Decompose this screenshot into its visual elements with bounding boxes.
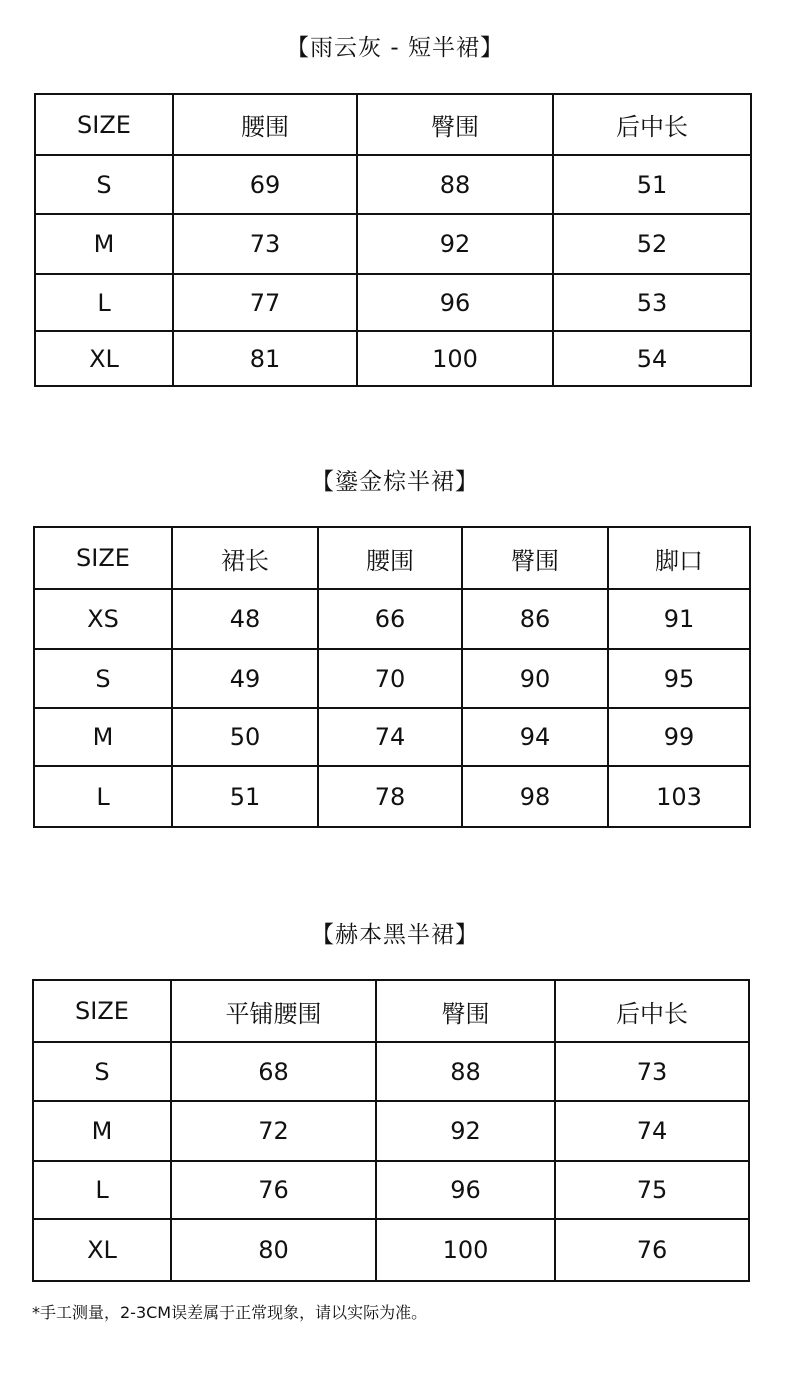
table-row xyxy=(34,708,750,766)
header-cell-size: SIZE xyxy=(33,980,171,1042)
table-header-row xyxy=(34,527,750,589)
header-cell-size: SIZE xyxy=(34,527,172,589)
cell-size: S xyxy=(35,155,173,214)
header-cell-waist: 腰围 xyxy=(318,527,462,589)
cell-value: 94 xyxy=(462,708,608,766)
cell-size: L xyxy=(35,274,173,331)
cell-size: S xyxy=(34,649,172,708)
cell-size: L xyxy=(33,1161,171,1219)
cell-size: M xyxy=(33,1101,171,1161)
table-header-row xyxy=(33,980,749,1042)
cell-value: 88 xyxy=(357,155,553,214)
cell-value: 74 xyxy=(318,708,462,766)
header-cell-hip: 臀围 xyxy=(357,94,553,155)
header-cell-back-length: 后中长 xyxy=(553,94,751,155)
cell-value: 98 xyxy=(462,766,608,827)
cell-value: 100 xyxy=(357,331,553,386)
size-table-2 xyxy=(33,526,751,828)
cell-value: 74 xyxy=(555,1101,749,1161)
header-cell-hem: 脚口 xyxy=(608,527,750,589)
cell-size: S xyxy=(33,1042,171,1101)
cell-value: 95 xyxy=(608,649,750,708)
cell-size: XL xyxy=(33,1219,171,1281)
cell-size: M xyxy=(35,214,173,274)
cell-value: 49 xyxy=(172,649,318,708)
cell-value: 54 xyxy=(553,331,751,386)
header-cell-hip: 臀围 xyxy=(462,527,608,589)
cell-value: 50 xyxy=(172,708,318,766)
cell-value: 69 xyxy=(173,155,357,214)
cell-value: 77 xyxy=(173,274,357,331)
cell-value: 48 xyxy=(172,589,318,649)
table-row xyxy=(34,649,750,708)
cell-value: 92 xyxy=(357,214,553,274)
cell-value: 66 xyxy=(318,589,462,649)
cell-value: 76 xyxy=(171,1161,376,1219)
table-2-title: 【鎏金棕半裙】 xyxy=(311,469,479,495)
cell-value: 53 xyxy=(553,274,751,331)
table-row xyxy=(34,766,750,827)
cell-value: 100 xyxy=(376,1219,555,1281)
cell-value: 52 xyxy=(553,214,751,274)
header-cell-flat-waist: 平铺腰围 xyxy=(171,980,376,1042)
cell-value: 80 xyxy=(171,1219,376,1281)
cell-value: 73 xyxy=(555,1042,749,1101)
cell-size: L xyxy=(34,766,172,827)
table-row xyxy=(33,1161,749,1219)
table-row xyxy=(33,1042,749,1101)
cell-size: XL xyxy=(35,331,173,386)
table-row xyxy=(33,1101,749,1161)
cell-value: 76 xyxy=(555,1219,749,1281)
header-cell-skirt-length: 裙长 xyxy=(172,527,318,589)
table-1-title: 【雨云灰 - 短半裙】 xyxy=(286,35,504,61)
size-table-3 xyxy=(32,979,750,1282)
cell-value: 70 xyxy=(318,649,462,708)
cell-value: 78 xyxy=(318,766,462,827)
cell-value: 103 xyxy=(608,766,750,827)
cell-size: M xyxy=(34,708,172,766)
cell-value: 91 xyxy=(608,589,750,649)
header-cell-hip: 臀围 xyxy=(376,980,555,1042)
cell-value: 81 xyxy=(173,331,357,386)
cell-value: 96 xyxy=(376,1161,555,1219)
table-row xyxy=(35,331,751,386)
header-cell-waist: 腰围 xyxy=(173,94,357,155)
table-row xyxy=(34,589,750,649)
header-cell-back-length: 后中长 xyxy=(555,980,749,1042)
table-row xyxy=(35,274,751,331)
cell-value: 86 xyxy=(462,589,608,649)
cell-value: 92 xyxy=(376,1101,555,1161)
cell-value: 96 xyxy=(357,274,553,331)
measurement-footnote: *手工测量，2-3CM误差属于正常现象，请以实际为准。 xyxy=(32,1303,428,1322)
cell-value: 51 xyxy=(553,155,751,214)
cell-value: 72 xyxy=(171,1101,376,1161)
cell-size: XS xyxy=(34,589,172,649)
size-table-1 xyxy=(34,93,752,387)
table-header-row xyxy=(35,94,751,155)
cell-value: 75 xyxy=(555,1161,749,1219)
table-row xyxy=(35,155,751,214)
table-3-title: 【赫本黑半裙】 xyxy=(311,922,479,948)
cell-value: 73 xyxy=(173,214,357,274)
table-row xyxy=(35,214,751,274)
cell-value: 99 xyxy=(608,708,750,766)
cell-value: 51 xyxy=(172,766,318,827)
cell-value: 68 xyxy=(171,1042,376,1101)
cell-value: 90 xyxy=(462,649,608,708)
header-cell-size: SIZE xyxy=(35,94,173,155)
cell-value: 88 xyxy=(376,1042,555,1101)
table-row xyxy=(33,1219,749,1281)
